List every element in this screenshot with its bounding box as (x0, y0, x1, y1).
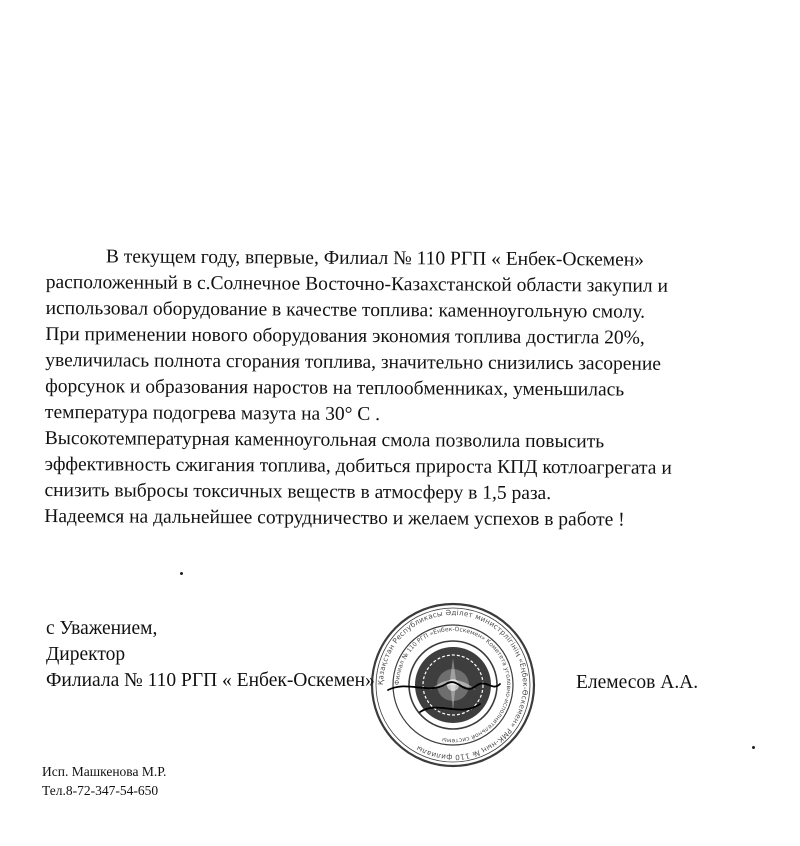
body-line: расположенный в с.Солнечное Восточно-Казахстанской области закупил и (45, 271, 668, 297)
body-line: Надеемся на дальнейшее сотрудничество и желаем успехов в работе ! (44, 505, 625, 531)
body-line: В текущем году, впервые, Филиал № 110 РГП « Енбек-Оскемен» (105, 246, 645, 271)
scan-speck (180, 572, 183, 575)
body-line: При применении нового оборудования экономия топлива достигла 20%, (45, 323, 645, 349)
body-line: использовал оборудование в качестве топлива: каменноугольную смолу. (45, 297, 646, 323)
scan-speck (752, 746, 755, 749)
body-line: увеличилась полнота сгорания топлива, значительно снизились засорение (45, 349, 662, 375)
seal-inner-text: Филиал № 110 РГП «Енбек-Оскемен» Комитета уголовно-исполнительной системы (393, 625, 513, 745)
executor-phone: Тел.8-72-347-54-650 (42, 783, 159, 798)
closing-block (46, 616, 375, 694)
signer-organization: Филиала № 110 РГП « Енбек-Оскемен» (46, 670, 375, 691)
executor-block (42, 762, 166, 800)
signer-position: Директор (46, 644, 126, 665)
body-line: Высокотемпературная каменноугольная смола позволила повысить (44, 427, 605, 453)
body-line: эффективность сжигания топлива, добиться прироста КПД котлоагрегата и (44, 453, 672, 479)
signer-name: Елемесов А.А. (576, 672, 699, 693)
letter-body (44, 244, 766, 534)
closing-greeting: с Уважением, (46, 618, 158, 639)
emblem-icon (415, 647, 491, 723)
executor-name: Исп. Машкенова М.Р. (42, 764, 167, 779)
body-line: снизить выбросы токсичных веществ в атмосферу в 1,5 раза. (44, 479, 552, 505)
seal-outer-text: Қазақстан Республикасы Әділет министрлігінің «Еңбек-Өскемен» РМК-ның № 110 филиалы (375, 607, 531, 763)
body-line: температура подогрева мазута на 30° С . (44, 401, 381, 426)
body-line: форсунок и образования наростов на теплообменниках, уменьшилась (45, 375, 625, 401)
official-seal-stamp (368, 600, 538, 770)
